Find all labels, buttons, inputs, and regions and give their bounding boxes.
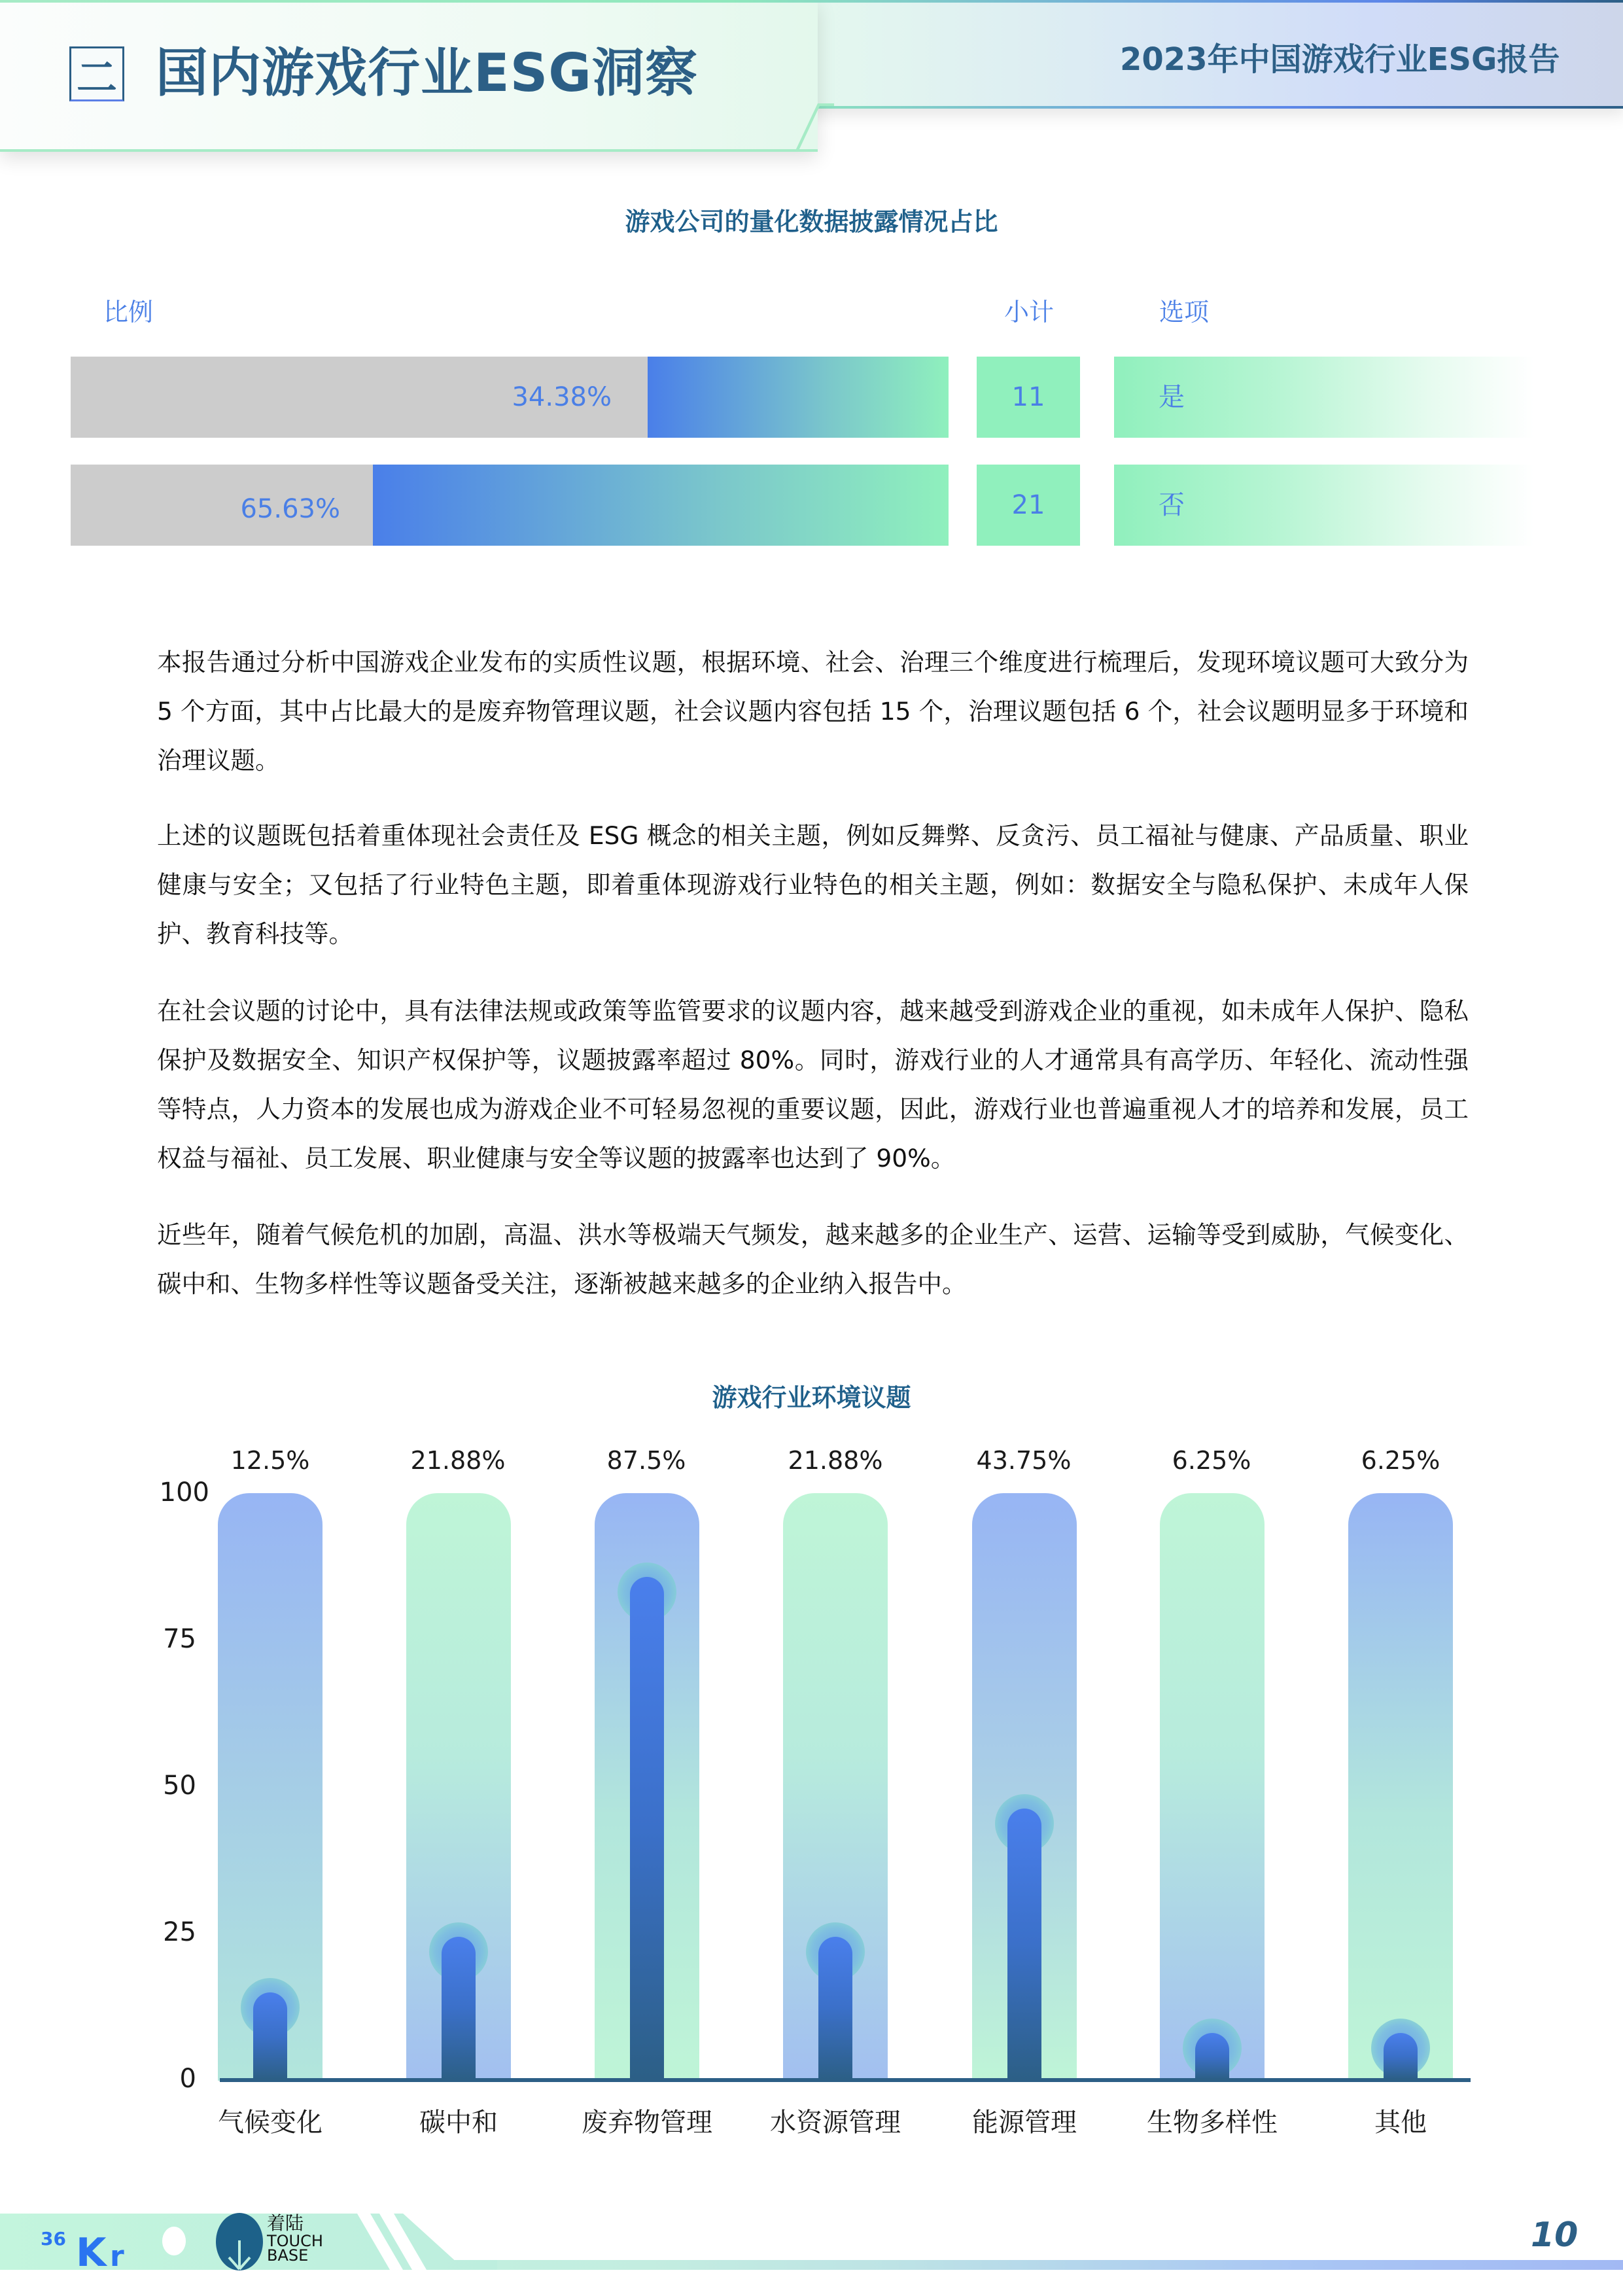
footer-white-cut [366, 2180, 1623, 2260]
bar-fill [818, 1937, 852, 2079]
bar-fill [630, 1577, 664, 2079]
bar-fill [1195, 2033, 1229, 2079]
x-label: 生物多样性 [1147, 2108, 1278, 2138]
bar-track [1160, 1493, 1265, 2081]
column-header-option: 选项 [1159, 298, 1210, 327]
bar-value-label: 12.5% [230, 1446, 310, 1475]
bar-value-label: 87.5% [606, 1446, 686, 1475]
x-label: 废弃物管理 [582, 2108, 712, 2138]
logo-touchbase-line1: TOUCH [267, 2232, 323, 2250]
subtotal-no: 21 [977, 465, 1080, 546]
paragraph-4: 近些年，随着气候危机的加剧，高温、洪水等极端天气频发，越来越多的企业生产、运营、运输等受到威胁，气候变化、碳中和、生物多样性等议题备受关注，逐渐被越来越多的企业纳入报告中。 [157, 1220, 1469, 1298]
section-number-badge: 二 [69, 46, 124, 101]
logo-36kr-icon [41, 2228, 139, 2267]
subtotal-yes: 11 [977, 357, 1080, 438]
bar-fill [1384, 2033, 1418, 2079]
bar-fill [253, 1992, 287, 2079]
header-slant-divider [795, 103, 834, 152]
x-axis-line [220, 2078, 1471, 2082]
bar-fill [442, 1937, 476, 2079]
x-label: 其他 [1374, 2108, 1427, 2138]
report-title: 2023年中国游戏行业ESG报告 [1120, 41, 1560, 78]
option-yes: 是 [1114, 357, 1534, 438]
logo-touchbase-icon [215, 2212, 264, 2272]
footer-dot [162, 2227, 186, 2255]
bar-fill [1007, 1809, 1041, 2079]
y-tick-0: 0 [179, 2064, 196, 2094]
y-tick-50: 50 [163, 1771, 196, 1801]
y-tick-25: 25 [163, 1917, 196, 1947]
header-top-line [0, 0, 1623, 3]
column-header-ratio: 比例 [103, 298, 154, 327]
x-label: 气候变化 [218, 2108, 323, 2138]
svg-text:36: 36 [41, 2228, 66, 2250]
x-label: 能源管理 [972, 2108, 1077, 2138]
x-label: 碳中和 [419, 2108, 498, 2138]
bar-value-label: 43.75% [976, 1446, 1072, 1475]
footer-stripes [353, 2214, 458, 2270]
bar-value-label: 6.25% [1172, 1446, 1251, 1475]
disclosure-chart-title: 游戏公司的量化数据披露情况占比 [625, 207, 998, 236]
bar-value-label: 21.88% [788, 1446, 883, 1475]
section-title: 国内游戏行业ESG洞察 [156, 43, 698, 103]
y-tick-100: 100 [159, 1477, 209, 1508]
y-tick-75: 75 [163, 1624, 196, 1654]
paragraph-2: 上述的议题既包括着重体现社会责任及 ESG 概念的相关主题，例如反舞弊、反贪污、员工福祉与健康、产品质量、职业健康与安全；又包括了行业特色主题，即着重体现游戏行业特色的相关主题，例如：数据安全与隐私保护、未成年人保护、教育科技等。 [157, 821, 1469, 948]
ratio-value-no: 65.63% [240, 494, 340, 524]
paragraph-1: 本报告通过分析中国游戏企业发布的实质性议题，根据环境、社会、治理三个维度进行梳理后，发现环境议题可大致分为 5 个方面，其中占比最大的是废弃物管理议题，社会议题内容包括 15 个，治理议题包括 6 个，社会议题明显多于环境和治理议题。 [157, 648, 1469, 775]
bar-track [1348, 1493, 1453, 2081]
x-label: 水资源管理 [770, 2108, 901, 2138]
column-header-subtotal: 小计 [1004, 298, 1055, 327]
paragraph-3: 在社会议题的讨论中，具有法律法规或政策等监管要求的议题内容，越来越受到游戏企业的重视，如未成年人保护、隐私保护及数据安全、知识产权保护等，议题披露率超过 80%。同时，游戏行业的人才通常具有高学历、年轻化、流动性强等特点，人力资本的发展也成为游戏企业不可轻易忽视的重要议题，因此，游戏行业也普遍重视人才的培养和发展，员工权益与福祉、员工发展、职业健康与安全等议题的披露率也达到了 90%。 [157, 997, 1469, 1173]
option-no: 否 [1114, 465, 1534, 546]
ratio-bar-fill-yes [648, 357, 949, 438]
ratio-bar-fill-no [373, 465, 949, 546]
ratio-value-yes: 34.38% [512, 382, 612, 412]
page-number: 10 [1531, 2216, 1579, 2255]
logo-touchbase-line2: BASE [267, 2246, 309, 2265]
env-chart-title: 游戏行业环境议题 [712, 1383, 911, 1412]
logo-touchbase-cn: 着陆 [267, 2212, 304, 2234]
bar-value-label: 21.88% [410, 1446, 506, 1475]
bar-value-label: 6.25% [1361, 1446, 1440, 1475]
svg-text:K: K [76, 2230, 107, 2267]
svg-text:r: r [110, 2240, 124, 2267]
